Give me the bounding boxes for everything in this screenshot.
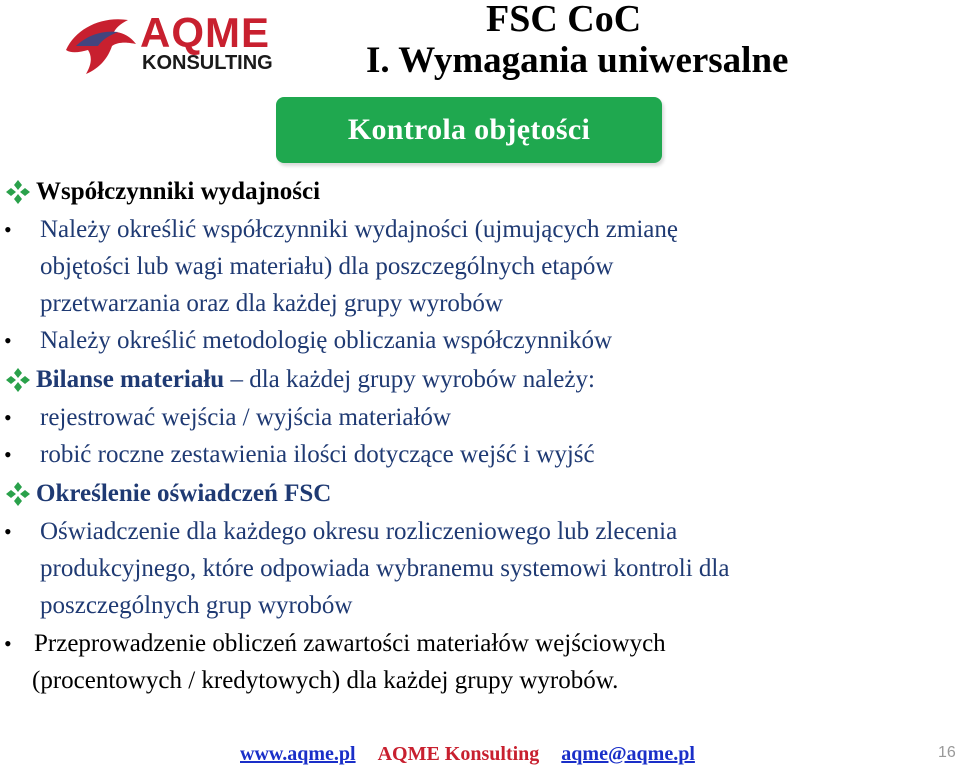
heading-rest: – dla każdej grupy wyrobów należy: bbox=[224, 366, 595, 393]
footer-company: AQME Konsulting bbox=[377, 743, 540, 765]
footer-website-link[interactable]: www.aqme.pl bbox=[240, 743, 356, 765]
diamond-bullet-icon bbox=[4, 480, 32, 508]
diamond-bullet-icon bbox=[4, 178, 32, 206]
bullet-text: Przeprowadzenie obliczeń zawartości materiałów wejściowych bbox=[34, 630, 666, 657]
heading-bold: Bilanse materiału bbox=[36, 366, 225, 393]
bullet-dot: • bbox=[4, 519, 12, 544]
bullet-dot: • bbox=[4, 217, 12, 242]
bullet-text: Należy określić współczynniki wydajności (ujmujących zmianę bbox=[40, 216, 678, 243]
aqme-logo bbox=[62, 8, 282, 78]
bullet-dot: • bbox=[4, 405, 12, 430]
bullet-text: produkcyjnego, które odpowiada wybranemu systemowi kontroli dla bbox=[40, 555, 730, 582]
bullet-dot: • bbox=[4, 328, 12, 353]
heading-fsc-claims: Określenie oświadczeń FSC bbox=[36, 480, 332, 507]
bullet-text: robić roczne zestawienia ilości dotyczące wejść i wyjść bbox=[40, 441, 595, 468]
heading-coefficients: Współczynniki wydajności bbox=[36, 178, 321, 205]
bullet-text: objętości lub wagi materiału) dla poszczególnych etapów bbox=[40, 253, 614, 280]
bullet-text: rejestrować wejścia / wyjścia materiałów bbox=[40, 404, 451, 431]
heading-material-balance bbox=[36, 362, 595, 398]
logo-subtitle: KONSULTING bbox=[142, 52, 273, 74]
diamond-bullet-icon bbox=[4, 366, 32, 394]
bullet-dot: • bbox=[4, 631, 12, 656]
slide-subtitle: I. Wymagania uniwersalne bbox=[366, 40, 789, 81]
bullet-text: Oświadczenie dla każdego okresu rozliczeniowego lub zlecenia bbox=[40, 518, 678, 545]
dolphin-icon bbox=[62, 10, 140, 76]
footer-email-link[interactable]: aqme@aqme.pl bbox=[561, 743, 695, 765]
slide-title: FSC CoC bbox=[486, 0, 642, 40]
logo-brand: AQME bbox=[140, 9, 270, 56]
bullet-text: Należy określić metodologię obliczania współczynników bbox=[40, 327, 613, 354]
section-banner-label: Kontrola objętości bbox=[347, 113, 591, 146]
bullet-text: przetwarzania oraz dla każdej grupy wyrobów bbox=[40, 290, 503, 317]
bullet-dot: • bbox=[4, 442, 12, 467]
bullet-text: (procentowych / kredytowych) dla każdej grupy wyrobów. bbox=[32, 667, 619, 694]
bullet-text: poszczególnych grup wyrobów bbox=[40, 592, 353, 619]
page-number: 16 bbox=[938, 744, 956, 761]
section-banner bbox=[276, 97, 662, 163]
footer bbox=[240, 742, 695, 766]
